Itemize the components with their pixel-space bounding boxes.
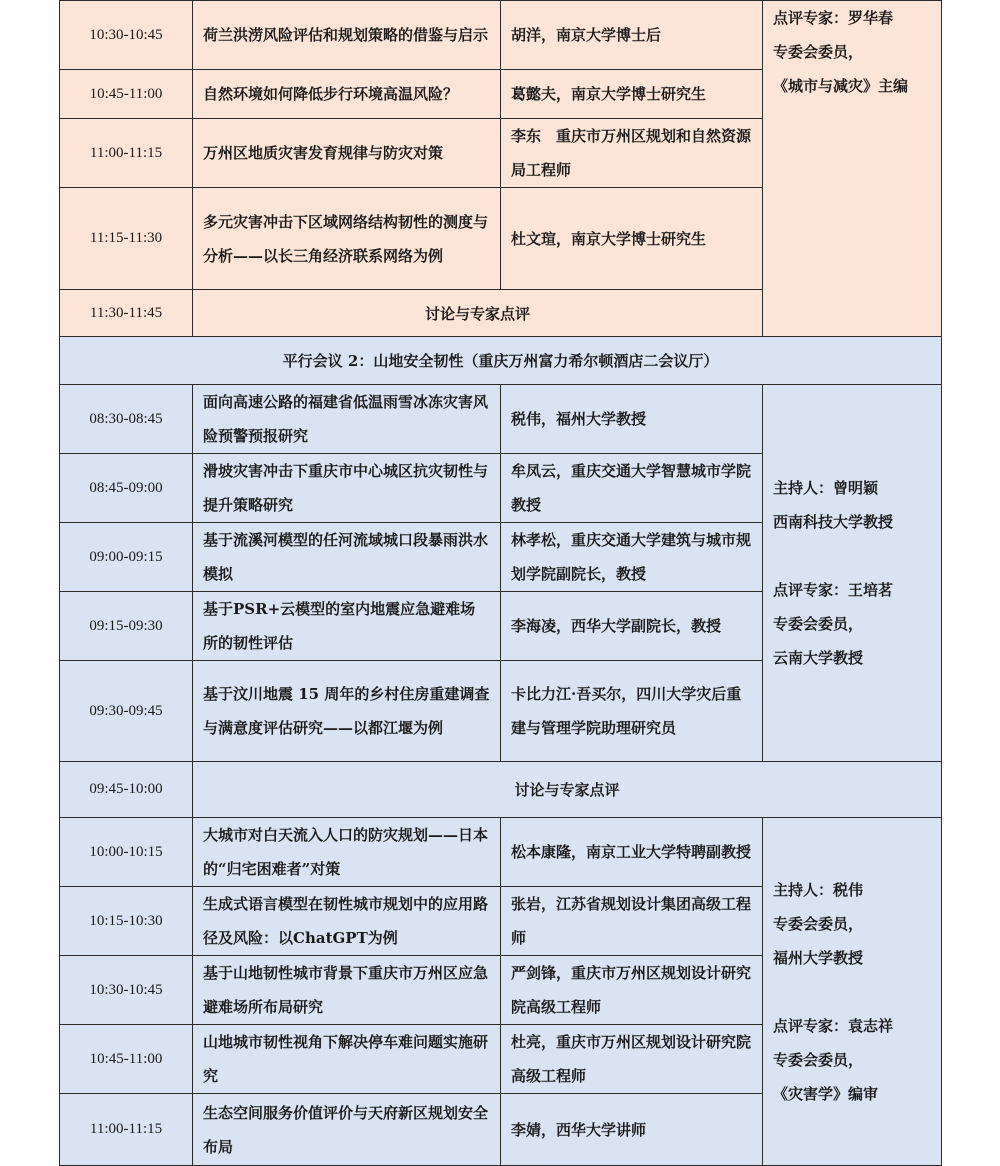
speaker-cell: 胡洋，南京大学博士后 — [501, 1, 763, 70]
side-spacer — [773, 539, 931, 573]
host-reviewer-cell — [763, 385, 942, 762]
topic-cell: 基于山地韧性城市背景下重庆市万州区应急避难场所布局研究 — [193, 956, 501, 1025]
speaker-cell: 林孝松，重庆交通大学建筑与城市规划学院副院长，教授 — [501, 523, 763, 592]
speaker-cell: 杜文瑄，南京大学博士研究生 — [501, 188, 763, 290]
topic-cell: 荷兰洪涝风险评估和规划策略的借鉴与启示 — [193, 1, 501, 70]
speaker-cell: 李婧，西华大学讲师 — [501, 1094, 763, 1166]
topic-cell: 万州区地质灾害发育规律与防灾对策 — [193, 119, 501, 188]
time-cell: 09:00-09:15 — [60, 523, 193, 592]
time-cell: 08:45-09:00 — [60, 454, 193, 523]
reviewer-line: 《灾害学》编审 — [773, 1084, 879, 1103]
speaker-cell: 税伟，福州大学教授 — [501, 385, 763, 454]
host-line: 主持人：曾明颖 — [773, 479, 879, 497]
table-row — [60, 1, 942, 70]
speaker-cell: 卡比力江·吾买尔，四川大学灾后重建与管理学院助理研究员 — [501, 661, 763, 762]
speaker-cell: 李东 重庆市万州区规划和自然资源局工程师 — [501, 119, 763, 188]
topic-cell: 多元灾害冲击下区域网络结构韧性的测度与分析——以长三角经济联系网络为例 — [193, 188, 501, 290]
reviewer-line: 点评专家：袁志祥 — [773, 1016, 894, 1035]
reviewer-line: 专委会委员， — [773, 1050, 864, 1069]
reviewer-cell — [763, 1, 942, 337]
speaker-cell: 李海凌，西华大学副院长，教授 — [501, 592, 763, 661]
reviewer-line: 点评专家：罗华春 — [773, 9, 894, 27]
topic-cell: 生态空间服务价值评价与天府新区规划安全布局 — [193, 1094, 501, 1166]
speaker-cell: 杜亮，重庆市万州区规划设计研究院高级工程师 — [501, 1025, 763, 1094]
time-cell: 11:00-11:15 — [60, 1094, 193, 1166]
time-cell: 11:00-11:15 — [60, 119, 193, 188]
table-row — [60, 818, 942, 887]
time-cell: 09:45-10:00 — [60, 762, 193, 818]
time-cell: 10:30-10:45 — [60, 1, 193, 70]
session-header-row — [60, 337, 942, 385]
time-cell: 10:00-10:15 — [60, 818, 193, 887]
session-title: 平行会议 2：山地安全韧性（重庆万州富力希尔顿酒店二会议厅） — [60, 337, 942, 385]
time-cell: 08:30-08:45 — [60, 385, 193, 454]
time-cell: 11:15-11:30 — [60, 188, 193, 290]
table-row — [60, 385, 942, 454]
time-cell: 10:30-10:45 — [60, 956, 193, 1025]
time-cell: 09:15-09:30 — [60, 592, 193, 661]
speaker-cell: 牟凤云，重庆交通大学智慧城市学院教授 — [501, 454, 763, 523]
time-cell: 11:30-11:45 — [60, 290, 193, 337]
table-row — [60, 762, 942, 818]
reviewer-line: 云南大学教授 — [773, 649, 864, 667]
topic-cell: 基于汶川地震 15 周年的乡村住房重建调查与满意度评估研究——以都江堰为例 — [193, 661, 501, 762]
topic-cell: 大城市对白天流入人口的防灾规划——日本的“归宅困难者”对策 — [193, 818, 501, 887]
host-line: 福州大学教授 — [773, 948, 864, 967]
topic-cell: 面向高速公路的福建省低温雨雪冰冻灾害风险预警预报研究 — [193, 385, 501, 454]
topic-cell: 山地城市韧性视角下解决停车难问题实施研究 — [193, 1025, 501, 1094]
host-line: 专委会委员， — [773, 914, 864, 933]
speaker-cell: 严剑锋，重庆市万州区规划设计研究院高级工程师 — [501, 956, 763, 1025]
host-reviewer-cell — [763, 818, 942, 1166]
topic-cell: 基于流溪河模型的任河流域城口段暴雨洪水模拟 — [193, 523, 501, 592]
schedule-table — [59, 0, 942, 1166]
reviewer-line: 专委会委员， — [773, 43, 864, 61]
topic-cell: 生成式语言模型在韧性城市规划中的应用路径及风险：以ChatGPT为例 — [193, 887, 501, 956]
topic-cell: 基于PSR+云模型的室内地震应急避难场所的韧性评估 — [193, 592, 501, 661]
reviewer-line: 点评专家：王培茗 — [773, 581, 894, 599]
time-cell: 10:45-11:00 — [60, 70, 193, 119]
reviewer-line: 《城市与减灾》主编 — [773, 77, 909, 95]
time-cell: 10:45-11:00 — [60, 1025, 193, 1094]
time-cell: 10:15-10:30 — [60, 887, 193, 956]
discussion-cell: 讨论与专家点评 — [193, 762, 942, 818]
topic-cell: 自然环境如何降低步行环境高温风险？ — [193, 70, 501, 119]
host-line: 主持人：税伟 — [773, 880, 864, 899]
speaker-cell: 张岩，江苏省规划设计集团高级工程师 — [501, 887, 763, 956]
speaker-cell: 葛懿夫，南京大学博士研究生 — [501, 70, 763, 119]
topic-cell: 滑坡灾害冲击下重庆市中心城区抗灾韧性与提升策略研究 — [193, 454, 501, 523]
discussion-cell: 讨论与专家点评 — [193, 290, 763, 337]
speaker-cell: 松本康隆，南京工业大学特聘副教授 — [501, 818, 763, 887]
host-line: 西南科技大学教授 — [773, 513, 894, 531]
side-spacer — [773, 975, 931, 1009]
time-cell: 09:30-09:45 — [60, 661, 193, 762]
reviewer-line: 专委会委员， — [773, 615, 864, 633]
